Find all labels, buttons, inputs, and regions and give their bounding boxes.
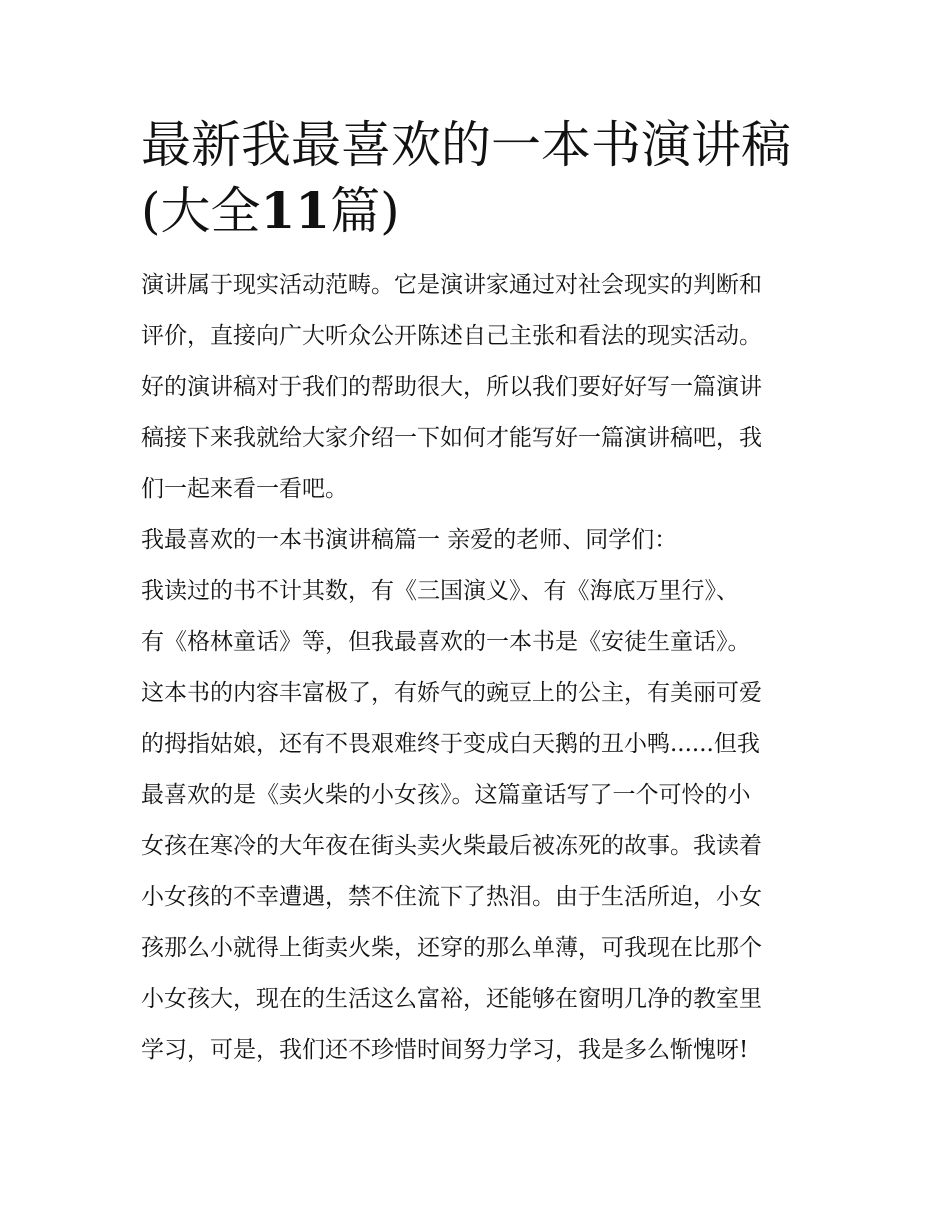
body-line: 我读过的书不计其数，有《三国演义》、有《海底万里行》、 — [141, 578, 739, 604]
title-line-1: 最新我最喜欢的一本书演讲稿 — [141, 116, 791, 174]
body-line: 小女孩大，现在的生活这么富裕，还能够在窗明几净的教室里 — [141, 986, 762, 1012]
body-line: 好的演讲稿对于我们的帮助很大，所以我们要好好写一篇演讲 — [141, 374, 762, 400]
title-line-2-open: (大全 — [141, 182, 261, 240]
document-title — [141, 112, 821, 244]
body-line: 学习，可是，我们还不珍惜时间努力学习，我是多么惭愧呀! — [141, 1037, 749, 1063]
title-line-2-number: 11 — [260, 181, 331, 240]
title-line-2-close: 篇) — [330, 182, 400, 240]
section-heading-line: 我最喜欢的一本书演讲稿篇一 亲爱的老师、同学们： — [141, 527, 678, 553]
body-line: 孩那么小就得上街卖火柴，还穿的那么单薄，可我现在比那个 — [141, 935, 762, 961]
body-line: 演讲属于现实活动范畴。它是演讲家通过对社会现实的判断和 — [141, 272, 762, 298]
body-line: 最喜欢的是《卖火柴的小女孩》。这篇童话写了一个可怜的小 — [141, 782, 751, 808]
body-line: 小女孩的不幸遭遇，禁不住流下了热泪。由于生活所迫，小女 — [141, 884, 762, 910]
body-line: 们一起来看一看吧。 — [141, 476, 348, 502]
body-line: 的拇指姑娘，还有不畏艰难终于变成白天鹅的丑小鸭......但我 — [141, 731, 760, 757]
body-line: 这本书的内容丰富极了，有娇气的豌豆上的公主，有美丽可爱 — [141, 680, 762, 706]
body-line: 评价，直接向广大听众公开陈述自己主张和看法的现实活动。 — [141, 323, 762, 349]
body-line: 女孩在寒冷的大年夜在街头卖火柴最后被冻死的故事。我读着 — [141, 833, 762, 859]
document-page — [141, 112, 821, 1076]
body-line: 稿接下来我就给大家介绍一下如何才能写好一篇演讲稿吧，我 — [141, 425, 762, 451]
document-body — [141, 260, 821, 1076]
body-line: 有《格林童话》等，但我最喜欢的一本书是《安徒生童话》。 — [141, 629, 751, 655]
